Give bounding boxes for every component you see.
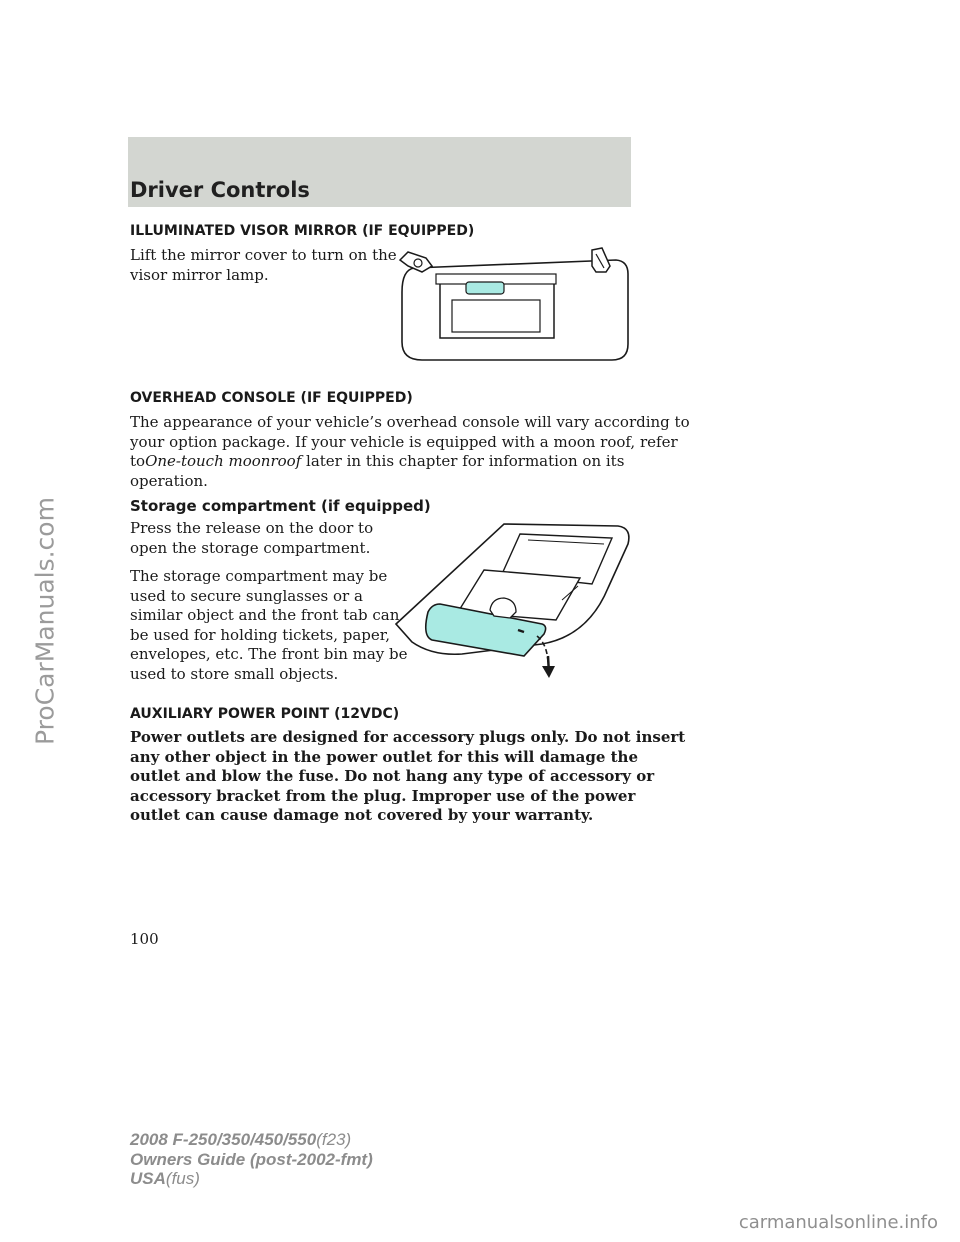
storage-line: similar object and the front tab can	[130, 606, 400, 624]
storage-line: envelopes, etc. The front bin may be	[130, 645, 408, 663]
storage-line: be used for holding tickets, paper,	[130, 625, 391, 644]
footer-model-code: (f23)	[316, 1130, 352, 1149]
footer-line: Owners Guide (post-2002-fmt)	[130, 1149, 373, 1169]
visor-line: visor mirror lamp.	[130, 265, 269, 284]
storage-heading: Storage compartment (if equipped)	[130, 497, 431, 515]
visor-mirror-illustration	[396, 244, 636, 366]
power-line: any other object in the power outlet for this will damage the	[130, 747, 638, 766]
storage-line: open the storage compartment.	[130, 538, 371, 557]
power-warning	[130, 728, 685, 826]
console-heading: OVERHEAD CONSOLE (IF EQUIPPED)	[130, 390, 413, 406]
storage-line: used to secure sunglasses or a	[130, 586, 363, 605]
power-line: Power outlets are designed for accessory plugs only. Do not insert	[130, 728, 686, 746]
power-line: outlet and blow the fuse. Do not hang any type of accessory or	[130, 767, 655, 785]
console-line-suffix: later in this chapter for information on its	[301, 452, 625, 470]
footer-region: USA	[130, 1169, 166, 1188]
page-number: 100	[130, 930, 159, 948]
storage-line: Press the release on the door to	[130, 519, 374, 537]
console-line: your option package. If your vehicle is equipped with a moon roof, refer	[130, 432, 678, 451]
visor-line: Lift the mirror cover to turn on the	[130, 246, 397, 264]
console-line: operation.	[130, 471, 208, 490]
footer-model: 2008 F-250/350/450/550	[130, 1130, 317, 1149]
power-line: outlet can cause damage not covered by your warranty.	[130, 806, 594, 824]
storage-line: used to store small objects.	[130, 664, 339, 683]
footer-region-code: (fus)	[165, 1169, 200, 1188]
power-line: accessory bracket from the plug. Improper use of the power	[130, 786, 636, 805]
footer-line	[130, 1130, 373, 1150]
power-heading: AUXILIARY POWER POINT (12VDC)	[130, 706, 400, 722]
storage-paragraph-1	[130, 519, 373, 558]
console-line-prefix: to	[130, 452, 146, 470]
footer-line	[130, 1169, 373, 1189]
page-title: Driver Controls	[130, 178, 310, 202]
console-line: The appearance of your vehicle’s overhead console will vary according to	[130, 413, 690, 431]
console-line-3	[130, 452, 690, 472]
document-footer	[130, 1130, 373, 1189]
visor-paragraph	[130, 246, 397, 285]
side-watermark: ProCarManuals.com	[30, 497, 60, 745]
moonroof-reference: One-touch moonroof	[145, 452, 302, 470]
storage-paragraph-2	[130, 567, 408, 684]
console-paragraph	[130, 413, 690, 491]
overhead-console-illustration	[392, 520, 636, 680]
bottom-watermark: carmanualsonline.info	[738, 1212, 938, 1233]
storage-line: The storage compartment may be	[130, 567, 388, 585]
visor-heading: ILLUMINATED VISOR MIRROR (IF EQUIPPED)	[130, 223, 475, 239]
